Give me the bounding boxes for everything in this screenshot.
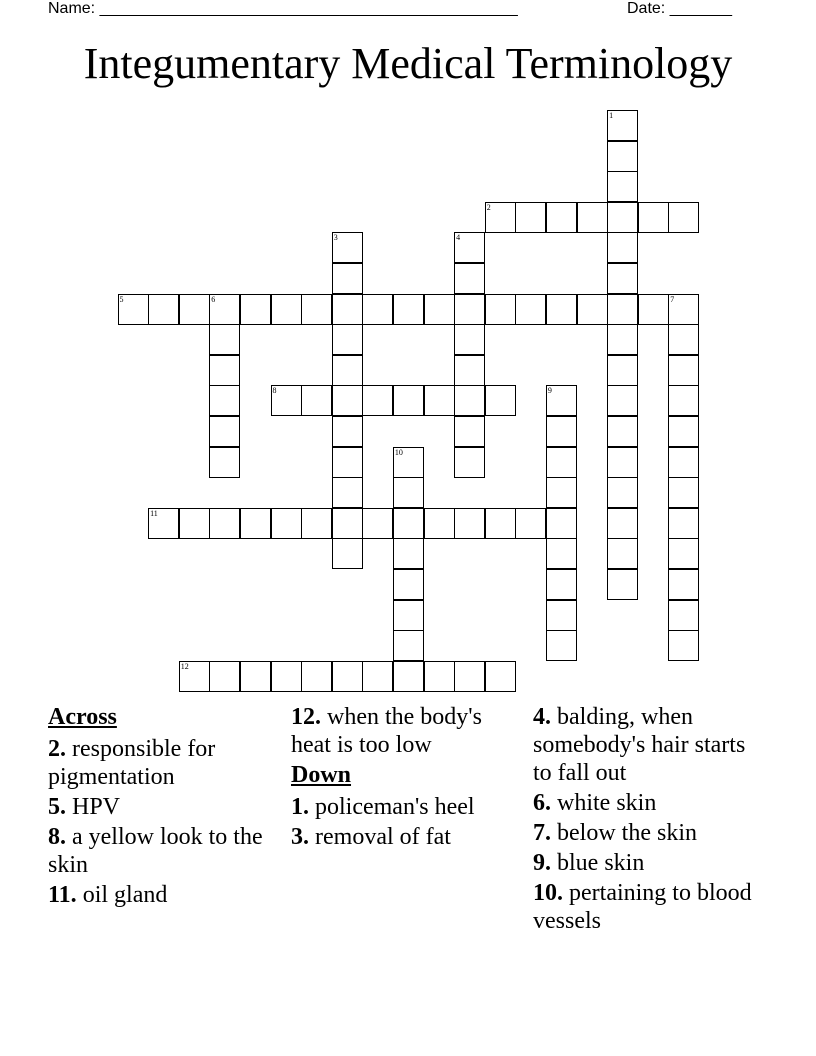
grid-cell[interactable] xyxy=(240,661,271,692)
grid-cell[interactable] xyxy=(546,477,577,508)
grid-cell[interactable] xyxy=(607,294,638,325)
clue-number: 9. xyxy=(533,850,551,876)
clue-text: removal of fat xyxy=(315,824,451,850)
grid-cell[interactable] xyxy=(546,202,577,233)
clue-across-2 xyxy=(48,735,278,791)
grid-cell[interactable] xyxy=(424,294,455,325)
grid-cell[interactable] xyxy=(454,385,485,416)
grid-cell[interactable] xyxy=(209,324,240,355)
clue-text: pertaining to blood vessels xyxy=(533,880,752,934)
grid-cell[interactable] xyxy=(607,569,638,600)
grid-cell[interactable] xyxy=(332,232,363,263)
grid-cell[interactable] xyxy=(393,385,424,416)
clue-text: when the body's heat is too low xyxy=(291,704,482,758)
grid-cell[interactable] xyxy=(148,508,179,539)
grid-cell[interactable] xyxy=(607,355,638,386)
grid-cell[interactable] xyxy=(607,508,638,539)
grid-cell[interactable] xyxy=(301,661,332,692)
grid-cell[interactable] xyxy=(424,508,455,539)
grid-cell[interactable] xyxy=(668,477,699,508)
cell-number: 11 xyxy=(150,508,158,518)
grid-cell[interactable] xyxy=(607,171,638,202)
grid-cell[interactable] xyxy=(332,447,363,478)
grid-cell[interactable] xyxy=(332,416,363,447)
clue-number: 8. xyxy=(48,824,66,850)
grid-cell[interactable] xyxy=(301,385,332,416)
clue-number: 11. xyxy=(48,882,77,908)
clue-down-6 xyxy=(533,789,763,817)
clue-down-9 xyxy=(533,849,763,877)
grid-cell[interactable] xyxy=(148,294,179,325)
clue-number: 3. xyxy=(291,824,309,850)
grid-cell[interactable] xyxy=(332,355,363,386)
grid-cell[interactable] xyxy=(393,538,424,569)
grid-cell[interactable] xyxy=(546,569,577,600)
clue-text: white skin xyxy=(557,790,657,816)
grid-cell[interactable] xyxy=(179,294,210,325)
grid-cell[interactable] xyxy=(668,202,699,233)
name-field[interactable]: Name: _______________________________________________ xyxy=(48,0,518,17)
clues-column-1 xyxy=(48,703,278,911)
date-field[interactable]: Date: _______ xyxy=(627,0,732,17)
grid-cell[interactable] xyxy=(668,569,699,600)
across-heading: Across xyxy=(48,704,117,730)
cell-number: 12 xyxy=(180,661,189,671)
clue-number: 7. xyxy=(533,820,551,846)
grid-cell[interactable] xyxy=(546,630,577,661)
grid-cell[interactable] xyxy=(332,477,363,508)
grid-cell[interactable] xyxy=(607,416,638,447)
clue-across-11 xyxy=(48,881,278,909)
clues-column-3 xyxy=(533,703,763,937)
grid-cell[interactable] xyxy=(668,600,699,631)
cell-number: 6 xyxy=(211,294,216,304)
grid-cell[interactable] xyxy=(546,508,577,539)
cell-number: 1 xyxy=(609,111,614,120)
grid-cell[interactable] xyxy=(668,538,699,569)
grid-cell[interactable] xyxy=(454,661,485,692)
grid-cell[interactable] xyxy=(454,232,485,263)
grid-cell[interactable] xyxy=(209,447,240,478)
clue-number: 2. xyxy=(48,736,66,762)
clue-text: blue skin xyxy=(557,850,645,876)
grid-cell[interactable] xyxy=(454,447,485,478)
grid-cell[interactable] xyxy=(271,508,302,539)
grid-cell[interactable] xyxy=(424,385,455,416)
clue-text: policeman's heel xyxy=(315,794,475,820)
clue-down-10 xyxy=(533,879,763,935)
grid-cell[interactable] xyxy=(332,508,363,539)
grid-cell[interactable] xyxy=(607,324,638,355)
clue-across-8 xyxy=(48,823,278,879)
grid-cell[interactable] xyxy=(668,294,699,325)
grid-cell[interactable] xyxy=(424,661,455,692)
grid-cell[interactable] xyxy=(546,385,577,416)
grid-cell[interactable] xyxy=(179,661,210,692)
grid-cell[interactable] xyxy=(209,294,240,325)
clue-number: 10. xyxy=(533,880,563,906)
grid-cell[interactable] xyxy=(546,447,577,478)
grid-cell[interactable] xyxy=(362,661,393,692)
clue-number: 4. xyxy=(533,704,551,730)
grid-cell[interactable] xyxy=(454,294,485,325)
grid-cell[interactable] xyxy=(485,661,516,692)
grid-cell[interactable] xyxy=(485,202,516,233)
grid-cell[interactable] xyxy=(393,569,424,600)
grid-cell[interactable] xyxy=(668,385,699,416)
grid-cell[interactable] xyxy=(607,202,638,233)
cell-number: 8 xyxy=(272,386,277,396)
grid-cell[interactable] xyxy=(546,538,577,569)
grid-cell[interactable] xyxy=(271,294,302,325)
grid-cell[interactable] xyxy=(393,508,424,539)
clue-down-3 xyxy=(291,823,521,851)
grid-cell[interactable] xyxy=(271,385,302,416)
cell-number: 10 xyxy=(394,447,403,457)
grid-cell[interactable] xyxy=(301,508,332,539)
clue-down-7 xyxy=(533,819,763,847)
clue-text: below the skin xyxy=(557,820,697,846)
cell-number: 3 xyxy=(333,233,338,243)
down-heading: Down xyxy=(291,762,352,788)
clues-column-2 xyxy=(291,703,521,853)
grid-cell[interactable] xyxy=(546,294,577,325)
grid-cell[interactable] xyxy=(332,324,363,355)
grid-cell[interactable] xyxy=(454,324,485,355)
grid-cell[interactable] xyxy=(393,600,424,631)
grid-cell[interactable] xyxy=(546,416,577,447)
grid-cell[interactable] xyxy=(485,508,516,539)
grid-cell[interactable] xyxy=(332,661,363,692)
clue-number: 1. xyxy=(291,794,309,820)
clue-text: HPV xyxy=(72,794,121,820)
grid-cell[interactable] xyxy=(362,294,393,325)
page-title: Integumentary Medical Terminology xyxy=(83,39,733,88)
grid-cell[interactable] xyxy=(546,600,577,631)
grid-cell[interactable] xyxy=(454,416,485,447)
clue-number: 12. xyxy=(291,704,321,730)
grid-cell[interactable] xyxy=(638,202,669,233)
grid-cell[interactable] xyxy=(209,661,240,692)
clue-text: balding, when somebody's hair starts to fall out xyxy=(533,704,746,786)
clue-number: 5. xyxy=(48,794,66,820)
grid-cell[interactable] xyxy=(485,294,516,325)
grid-cell[interactable] xyxy=(332,294,363,325)
grid-cell[interactable] xyxy=(271,661,302,692)
grid-cell[interactable] xyxy=(668,630,699,661)
clue-down-1 xyxy=(291,793,521,821)
grid-cell[interactable] xyxy=(607,263,638,294)
grid-cell[interactable] xyxy=(240,294,271,325)
grid-cell[interactable] xyxy=(179,508,210,539)
grid-cell[interactable] xyxy=(607,447,638,478)
grid-cell[interactable] xyxy=(454,355,485,386)
grid-cell[interactable] xyxy=(454,263,485,294)
clue-across-12 xyxy=(291,703,521,759)
grid-cell[interactable] xyxy=(362,385,393,416)
grid-cell[interactable] xyxy=(301,294,332,325)
cell-number: 2 xyxy=(486,202,491,212)
grid-cell[interactable] xyxy=(332,385,363,416)
cell-number: 9 xyxy=(547,386,552,396)
grid-cell[interactable] xyxy=(607,385,638,416)
clue-text: a yellow look to the skin xyxy=(48,824,263,878)
clue-across-5 xyxy=(48,793,278,821)
grid-cell[interactable] xyxy=(393,661,424,692)
grid-cell[interactable] xyxy=(209,385,240,416)
grid-cell[interactable] xyxy=(515,294,546,325)
grid-cell[interactable] xyxy=(577,294,608,325)
grid-cell[interactable] xyxy=(668,355,699,386)
grid-cell[interactable] xyxy=(393,447,424,478)
grid-cell[interactable] xyxy=(454,508,485,539)
grid-cell[interactable] xyxy=(668,324,699,355)
grid-cell[interactable] xyxy=(393,477,424,508)
grid-cell[interactable] xyxy=(607,141,638,172)
clue-text: oil gland xyxy=(82,882,168,908)
grid-cell[interactable] xyxy=(607,477,638,508)
grid-cell[interactable] xyxy=(332,538,363,569)
grid-cell[interactable] xyxy=(485,385,516,416)
clue-text: responsible for pigmentation xyxy=(48,736,216,790)
grid-cell[interactable] xyxy=(209,355,240,386)
grid-cell[interactable] xyxy=(332,263,363,294)
grid-cell[interactable] xyxy=(393,630,424,661)
grid-cell[interactable] xyxy=(515,508,546,539)
grid-cell[interactable] xyxy=(577,202,608,233)
cell-number: 4 xyxy=(456,233,461,243)
grid-cell[interactable] xyxy=(118,294,149,325)
clue-number: 6. xyxy=(533,790,551,816)
grid-cell[interactable] xyxy=(607,110,638,141)
grid-cell[interactable] xyxy=(668,447,699,478)
clue-down-4 xyxy=(533,703,763,787)
grid-cell[interactable] xyxy=(393,294,424,325)
grid-cell[interactable] xyxy=(668,416,699,447)
grid-cell[interactable] xyxy=(240,508,271,539)
cell-number: 5 xyxy=(119,294,124,304)
grid-cell[interactable] xyxy=(362,508,393,539)
cell-number: 7 xyxy=(670,294,675,304)
grid-cell[interactable] xyxy=(607,232,638,263)
grid-cell[interactable] xyxy=(209,508,240,539)
grid-cell[interactable] xyxy=(515,202,546,233)
grid-cell[interactable] xyxy=(209,416,240,447)
grid-cell[interactable] xyxy=(607,538,638,569)
grid-cell[interactable] xyxy=(668,508,699,539)
grid-cell[interactable] xyxy=(638,294,669,325)
